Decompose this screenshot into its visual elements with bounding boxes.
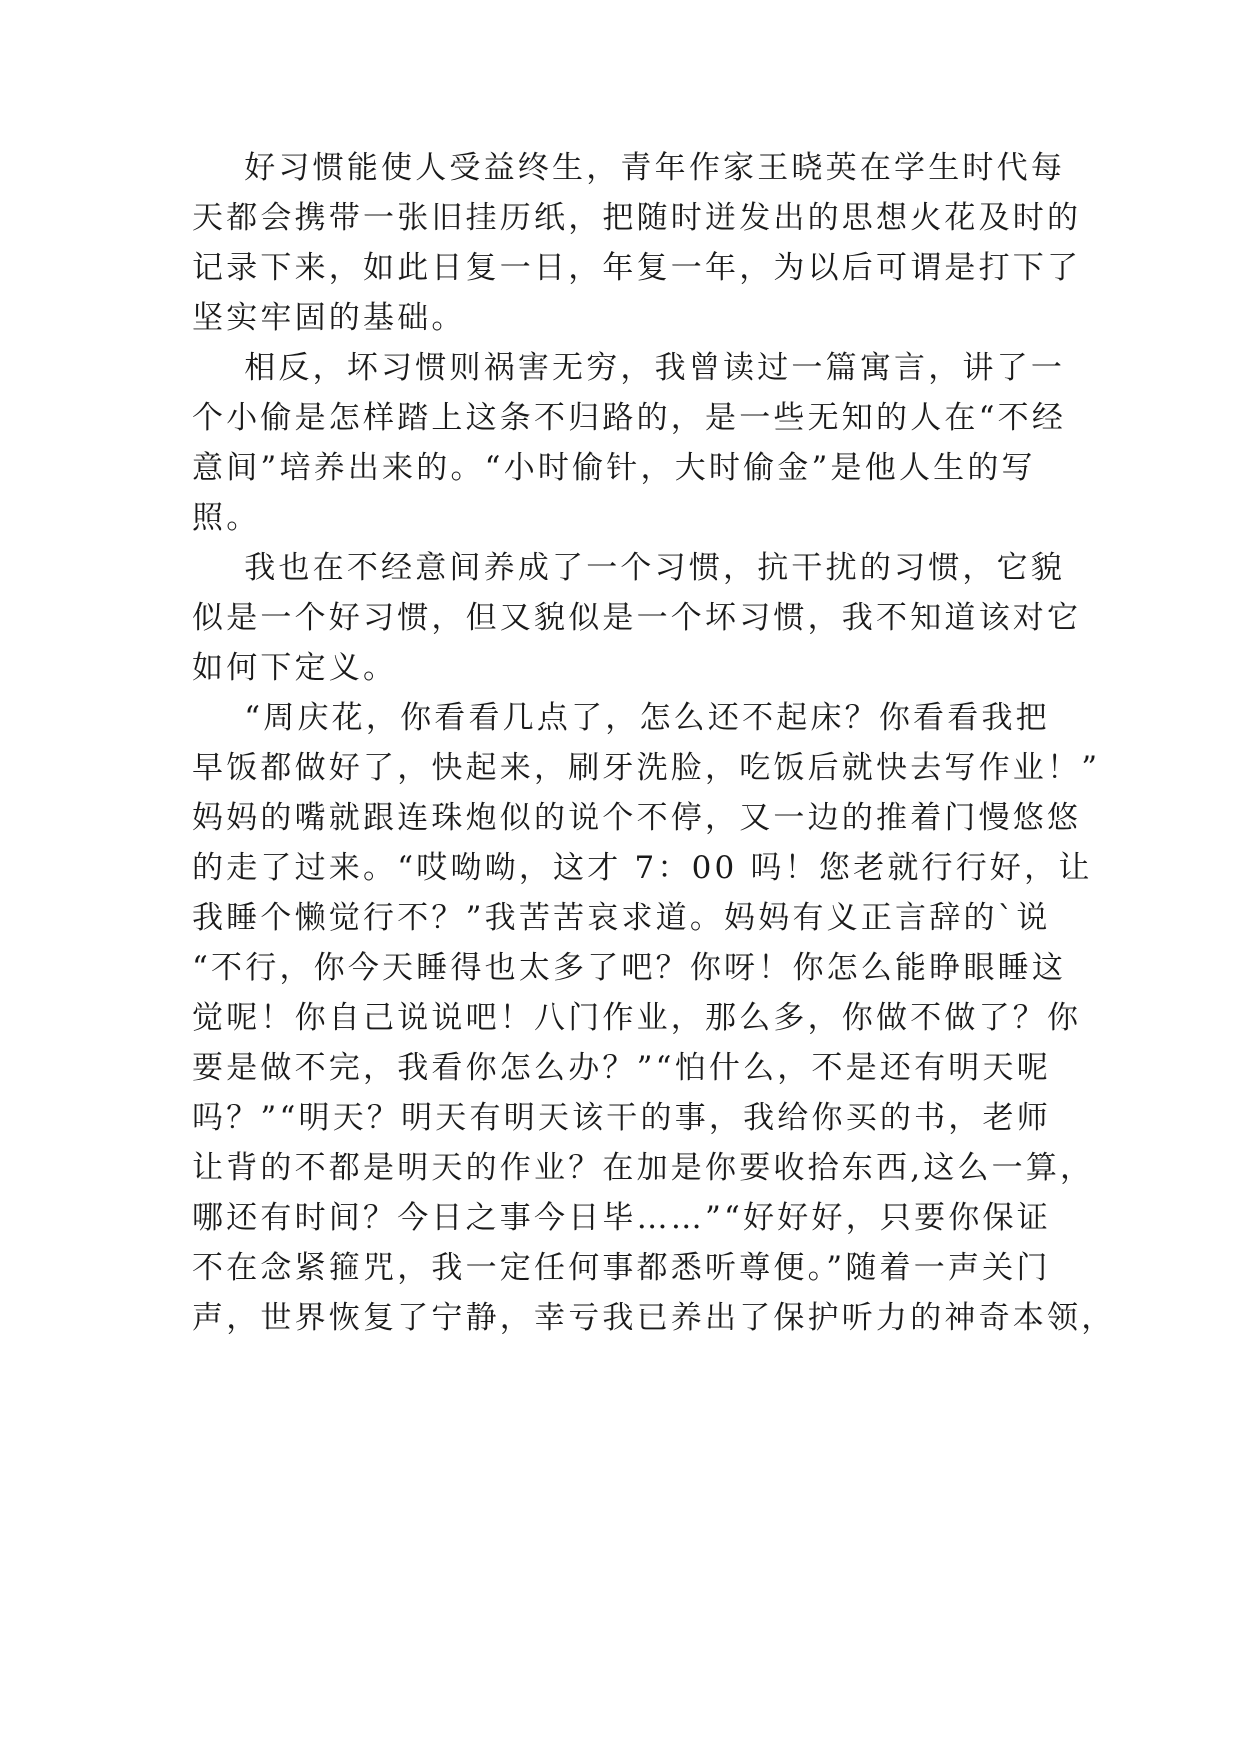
text-line-16: 我睡个懒觉行不？”我苦苦哀求道。妈妈有义正言辞的`说: [192, 900, 1051, 936]
text-line-1: 好习惯能使人受益终生，青年作家王晓英在学生时代每: [192, 150, 1066, 186]
text-line-20: 吗？”“明天？明天有明天该干的事，我给你买的书，老师: [192, 1100, 1051, 1136]
text-line-17: “不行，你今天睡得也太多了吧？你呀！你怎么能睁眼睡这: [192, 950, 1067, 986]
text-line-5: 相反，坏习惯则祸害无穷，我曾读过一篇寓言，讲了一: [192, 350, 1066, 386]
text-line-7: 意间”培养出来的。“小时偷针，大时偷金”是他人生的写: [192, 450, 1036, 486]
text-line-2: 天都会携带一张旧挂历纸，把随时迸发出的思想火花及时的: [192, 200, 1082, 236]
text-line-19: 要是做不完，我看你怎么办？”“怕什么，不是还有明天呢: [192, 1050, 1051, 1086]
text-line-8: 照。: [192, 500, 261, 536]
text-line-22: 哪还有时间？今日之事今日毕……”“好好好，只要你保证: [192, 1200, 1051, 1236]
text-line-21: 让背的不都是明天的作业？在加是你要收拾东西,这么一算，: [192, 1150, 1095, 1186]
text-line-3: 记录下来，如此日复一日，年复一年，为以后可谓是打下了: [192, 250, 1082, 286]
text-line-23: 不在念紧箍咒，我一定任何事都悉听尊便。”随着一声关门: [192, 1250, 1051, 1286]
text-line-24: 声，世界恢复了宁静，幸亏我已养出了保护听力的神奇本领，: [192, 1300, 1116, 1336]
text-line-6: 个小偷是怎样踏上这条不归路的，是一些无知的人在“不经: [192, 400, 1067, 436]
text-line-18: 觉呢！你自己说说吧！八门作业，那么多，你做不做了？你: [192, 1000, 1082, 1036]
text-line-9: 我也在不经意间养成了一个习惯，抗干扰的习惯，它貌: [192, 550, 1066, 586]
text-line-4: 坚实牢固的基础。: [192, 300, 466, 336]
text-line-13: 早饭都做好了，快起来，刷牙洗脸，吃饭后就快去写作业！”: [192, 750, 1101, 786]
text-line-12: “周庆花，你看看几点了，怎么还不起床？你看看我把: [192, 700, 1050, 736]
text-line-11: 如何下定义。: [192, 650, 398, 686]
text-line-10: 似是一个好习惯，但又貌似是一个坏习惯，我不知道该对它: [192, 600, 1082, 636]
text-line-15: 的走了过来。“哎呦呦，这才 7：00 吗！您老就行行好，让: [192, 850, 1093, 886]
text-line-14: 妈妈的嘴就跟连珠炮似的说个不停，又一边的推着门慢悠悠: [192, 800, 1082, 836]
